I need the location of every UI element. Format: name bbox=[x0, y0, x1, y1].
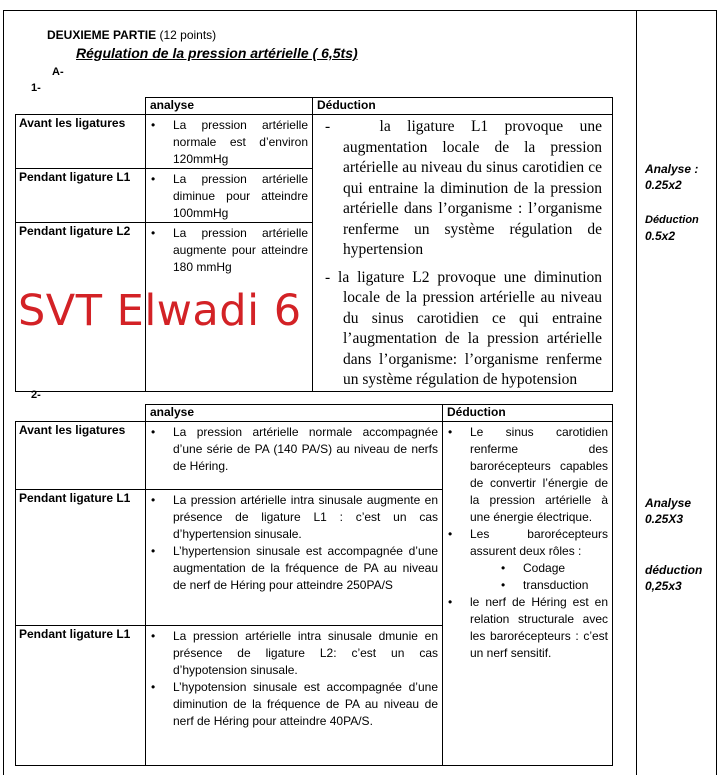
table2-row-label: Pendant ligature L1 bbox=[16, 626, 146, 766]
table2-analyse-item: • L’hypotension sinusale est accompagnée d’une diminution de la fréquence de PA au niveau de nerf de Héring pour atteindre 40PA/S. bbox=[150, 679, 438, 730]
watermark: SVT Elwadi 6 bbox=[18, 286, 302, 336]
table2-deduction-subitem: • transduction bbox=[500, 577, 608, 594]
table1-row-label: Pendant ligature L1 bbox=[16, 169, 146, 223]
table2-analyse-item: • La pression artérielle normale accompagnée d’une série de PA (140 PA/S) au niveau de nerfs de Héring. bbox=[150, 424, 438, 475]
table2-row-label: Avant les ligatures bbox=[16, 422, 146, 490]
part-heading-points: (12 points) bbox=[159, 28, 217, 42]
table2-row-label: Pendant ligature L1 bbox=[16, 490, 146, 626]
table-question-1 bbox=[15, 97, 613, 392]
label-question-2: 2- bbox=[31, 389, 41, 401]
table2-deduction-item: • Le sinus carotidien renferme des barorécepteurs capables de convertir l’énergie de la pression artérielle à une énergie électrique. bbox=[447, 424, 608, 526]
grading-q2-analyse: Analyse 0.25X3 bbox=[645, 496, 692, 526]
table2-header-analyse: analyse bbox=[146, 405, 443, 422]
table-question-2 bbox=[15, 404, 613, 766]
table1-analyse-item: • La pression artérielle augmente pour atteindre 180 mmHg bbox=[150, 225, 308, 276]
table1-row-label: Avant les ligatures bbox=[16, 115, 146, 169]
table1-header-deduction: Déduction bbox=[313, 98, 613, 115]
section-title: Régulation de la pression artérielle ( 6,5ts) bbox=[76, 45, 358, 61]
table1-header-analyse: analyse bbox=[146, 98, 313, 115]
grading-q1-analyse: Analyse : 0.25x2 bbox=[645, 162, 699, 192]
table2-deduction-cell bbox=[443, 422, 613, 766]
table2-analyse-item: • La pression artérielle intra sinusale dmunie en présence de ligature L2: c’est un cas d’hypotension sinusale. bbox=[150, 628, 438, 679]
table1-analyse-item: • La pression artérielle diminue pour atteindre 100mmHg bbox=[150, 171, 308, 222]
grading-q2-deduction: déduction 0,25x3 bbox=[645, 563, 703, 593]
part-heading bbox=[47, 28, 216, 42]
table1-analyse-item: • La pression artérielle normale est d’environ 120mmHg bbox=[150, 117, 308, 168]
table2-analyse-item: • La pression artérielle intra sinusale augmente en présence de ligature L1 : c’est un cas d’hypertension sinusale. bbox=[150, 492, 438, 543]
table1-row-label: Pendant ligature L2 bbox=[16, 223, 146, 277]
part-heading-bold: DEUXIEME PARTIE bbox=[47, 28, 157, 42]
table1-deduction-1: la ligature L1 provoque une augmentation locale de la pression artérielle au niveau du sinus carotidien ce qui entraine la diminution de la pression artérielle dans l’organisme : l’organisme renferme un système régulation de hypertension bbox=[343, 118, 602, 258]
grading-column-frame bbox=[637, 10, 717, 775]
table2-deduction-item: • Les barorécepteurs assurent deux rôles : • Codage • transduction bbox=[447, 526, 608, 594]
grading-q1-deduction: Déduction 0.5x2 bbox=[645, 214, 699, 243]
table2-deduction-item: • le nerf de Héring est en relation structurale avec les barorécepteurs : c’est un nerf sensitif. bbox=[447, 594, 608, 662]
label-question-1: 1- bbox=[31, 82, 41, 94]
table1-deduction-2: la ligature L2 provoque une diminution locale de la pression artérielle au niveau du sinus carotidien ce qui entraine l’augmentation de la pression artérielle dans l’organisme: l’organisme renferme un système régulation de hypotension bbox=[338, 268, 602, 388]
table2-analyse-item: • L’hypertension sinusale est accompagnée d’une augmentation de la fréquence de PA au niveau de nerf de Héring pour atteindre 250PA/S bbox=[150, 543, 438, 594]
table2-header-deduction: Déduction bbox=[443, 405, 613, 422]
label-a: A- bbox=[52, 66, 64, 78]
table2-deduction-subitem: • Codage bbox=[500, 560, 608, 577]
table1-deduction-cell: - la ligature L1 provoque une augmentation locale de la pression artérielle au niveau du sinus carotidien ce qui entraine la diminution de la pression artérielle dans l’organisme : l’organisme renferme un système régulation de hypertension - la ligature L2 provoque une diminution locale de la pression artérielle au niveau du sinus carotidien ce qui entraine l’augmentation de la pression artérielle dans l’organisme: l’organisme renferme un système régulation de hypotension bbox=[313, 115, 613, 392]
